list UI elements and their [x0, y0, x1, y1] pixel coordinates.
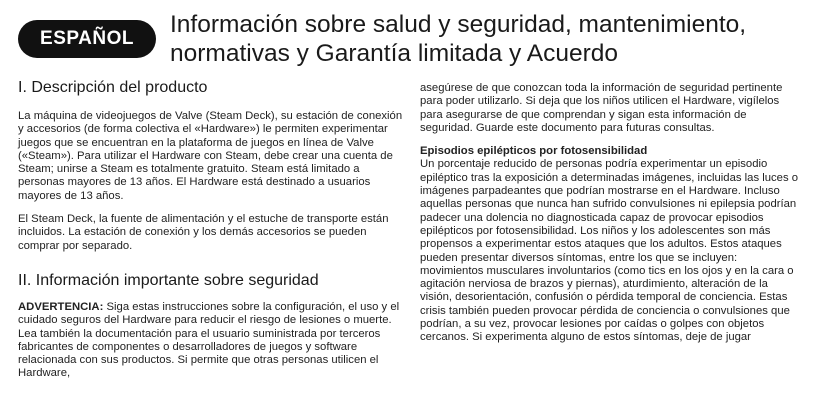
language-badge: ESPAÑOL: [18, 20, 156, 58]
section-title-product-description: I. Descripción del producto: [18, 79, 208, 96]
right-column: [420, 82, 800, 355]
warning-text: Siga estas instrucciones sobre la configuración, el uso y el cuidado seguros del Hardware para reducir el riesgo de lesiones o muerte. Lea también la documentación para el usuario suministrada por terceros fabricantes de componentes o desarrolladores de juegos y software relacionada con sus productos. Si permite que otras personas utilicen el Hardware,: [18, 300, 400, 380]
section-title-safety-info: II. Información importante sobre seguridad: [18, 271, 319, 289]
epilepsy-heading: Episodios epilépticos por fotosensibilidad: [420, 145, 648, 158]
document-title: Información sobre salud y seguridad, mantenimiento, normativas y Garantía limitada y Acuerdo: [170, 11, 747, 67]
product-description-paragraph-1: La máquina de videojuegos de Valve (Steam Deck), su estación de conexión y accesorios (de forma colectiva el «Hardware») le permiten experimentar juegos que se encuentran en la plataforma de juegos en línea de Valve («Steam»). Para utilizar el Hardware con Steam, debe crear una cuenta de Steam; unirse a Steam es totalmente gratuito. Steam está limitado a personas mayores de 13 años. El Hardware está destinado a usuarios mayores de 13 años.: [18, 110, 403, 202]
product-description-paragraph-2: El Steam Deck, la fuente de alimentación y el estuche de transporte están incluidos. La estación de conexión y los demás accesorios se pueden comprar por separado.: [18, 213, 389, 252]
warning-label: ADVERTENCIA:: [18, 300, 104, 313]
left-column: [18, 78, 403, 391]
document-header: [18, 8, 805, 72]
epilepsy-paragraph: Un porcentaje reducido de personas podría experimentar un episodio epiléptico tras la exposición a determinadas imágenes, incluidas las luces o imágenes parpadeantes que podrían mostrarse en el Hardware. Incluso aquellas personas que nunca han sufrido convulsiones ni epilepsia podrían padecer una dolencia no diagnosticada capaz de provocar episodios epilépticos por fotosensibilidad. Los niños y los adolescentes son más propensos a experimentar estos ataques que los adultos. Estos ataques pueden presentar diversos síntomas, entre los que se incluyen: movimientos musculares involuntarios (como tics en los ojos y en la cara o agitación nerviosa de brazos y piernas), aturdimiento, alteración de la visión, desorientación, confusión o pérdida temporal de conciencia. Estas crisis también pueden provocar pérdida de conciencia o convulsiones que podrían, a su vez, provocar lesiones por caídas o golpes con objetos cercanos. Si experimenta alguno de estos síntomas, deje de jugar: [420, 158, 799, 344]
warning-paragraph: [18, 301, 403, 381]
safety-continuation-paragraph: asegúrese de que conozcan toda la información de seguridad pertinente para poder utilizarlo. Si deja que los niños utilicen el Hardware, vigílelos para asegurarse de que comprendan y sigan esta información de seguridad. Guarde este documento para futuras consultas.: [420, 82, 783, 134]
